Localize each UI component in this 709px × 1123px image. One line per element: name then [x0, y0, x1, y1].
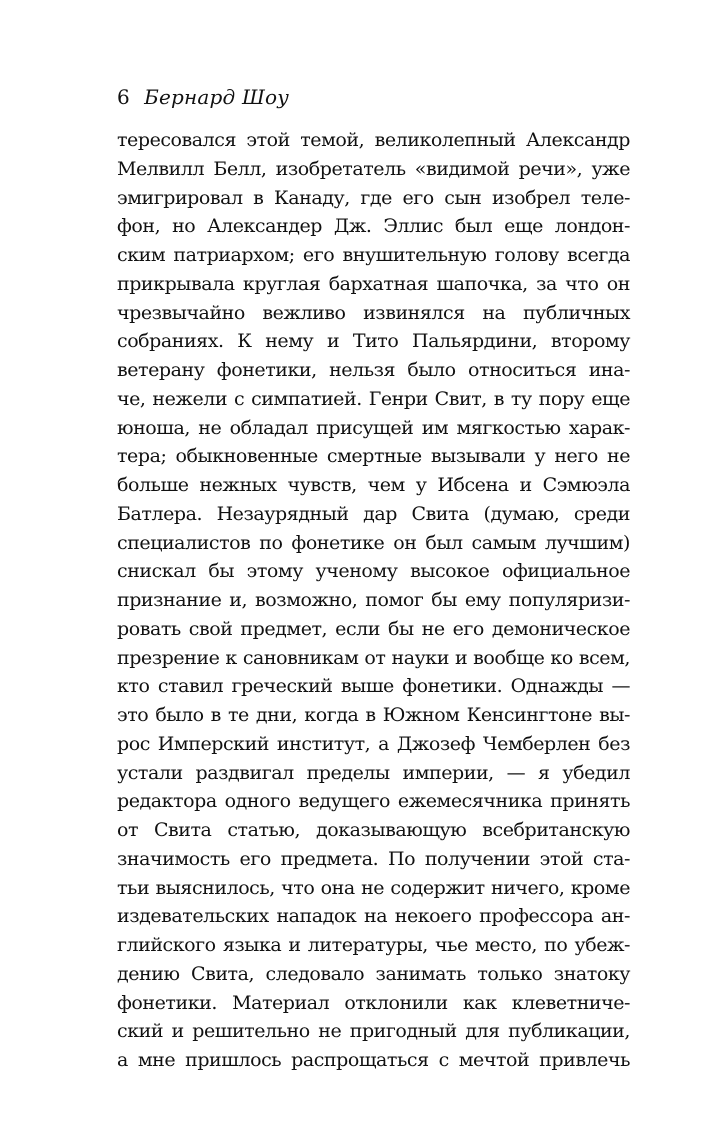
running-head-author: Бернард Шоу — [144, 85, 290, 109]
text-line: чрезвычайно вежливо извинялся на публичных — [117, 301, 630, 324]
text-line: Батлера. Незаурядный дар Свита (думаю, среди — [117, 502, 630, 525]
text-line: а мне пришлось распрощаться с мечтой привлечь — [117, 1049, 630, 1071]
text-line: издевательских нападок на некоего профессора ан- — [117, 905, 630, 928]
text-line: юноша, не обладал присущей им мягкостью харак- — [117, 416, 630, 439]
text-line: ским патриархом; его внушительную голову всегда — [117, 244, 630, 266]
text-line: презрение к сановникам от науки и вообще ко всем, — [117, 646, 630, 669]
body-text — [117, 126, 630, 1075]
text-line: дению Свита, следовало занимать только знатоку — [117, 962, 630, 985]
text-line: тьи выяснилось, что она не содержит ничего, кроме — [117, 876, 630, 899]
text-line: тера; обыкновенные смертные вызывали у него не — [117, 445, 630, 468]
text-line: редактора одного ведущего ежемесячника принять — [117, 790, 630, 813]
text-line: фон, но Александер Дж. Эллис был еще лондон- — [117, 215, 630, 238]
text-line: че, нежели с симпатией. Генри Свит, в ту пору еще — [117, 387, 630, 410]
text-line: фонетики. Материал отклонили как клеветниче- — [117, 991, 630, 1014]
text-line: признание и, возможно, помог бы ему популяризи- — [117, 589, 630, 611]
text-line: специалистов по фонетике он был самым лучшим) — [117, 531, 630, 554]
text-line: собраниях. К нему и Тито Пальярдини, второму — [117, 330, 630, 353]
text-line: рос Имперский институт, а Джозеф Чемберлен без — [117, 732, 630, 755]
text-line: кто ставил греческий выше фонетики. Однажды — — [117, 675, 630, 698]
text-line: ровать свой предмет, если бы не его демоническое — [117, 617, 630, 640]
text-line: от Свита статью, доказывающую всебританскую — [117, 819, 630, 841]
text-line: глийского языка и литературы, чье место, по убеж- — [117, 934, 630, 956]
text-line: ветерану фонетики, нельзя было относиться ина- — [117, 359, 630, 381]
text-line: эмигрировал в Канаду, где его сын изобрел теле- — [117, 186, 630, 209]
text-line: ский и решительно не пригодный для публикации, — [117, 1020, 630, 1043]
running-head — [117, 84, 289, 110]
text-line: снискал бы этому ученому высокое официальное — [117, 560, 630, 583]
text-line: значимость его предмета. По получении этой ста- — [117, 847, 630, 870]
page-number: 6 — [117, 85, 130, 109]
text-line: Мелвилл Белл, изобретатель «видимой речи», уже — [117, 157, 630, 180]
text-line: больше нежных чувств, чем у Ибсена и Сэмюэла — [117, 474, 630, 496]
text-line: прикрывала круглая бархатная шапочка, за что он — [117, 272, 630, 295]
text-line: тересовался этой темой, великолепный Александр — [117, 129, 630, 151]
text-line: это было в те дни, когда в Южном Кенсингтоне вы- — [117, 704, 630, 726]
text-line: устали раздвигал пределы империи, — я убедил — [117, 761, 630, 784]
